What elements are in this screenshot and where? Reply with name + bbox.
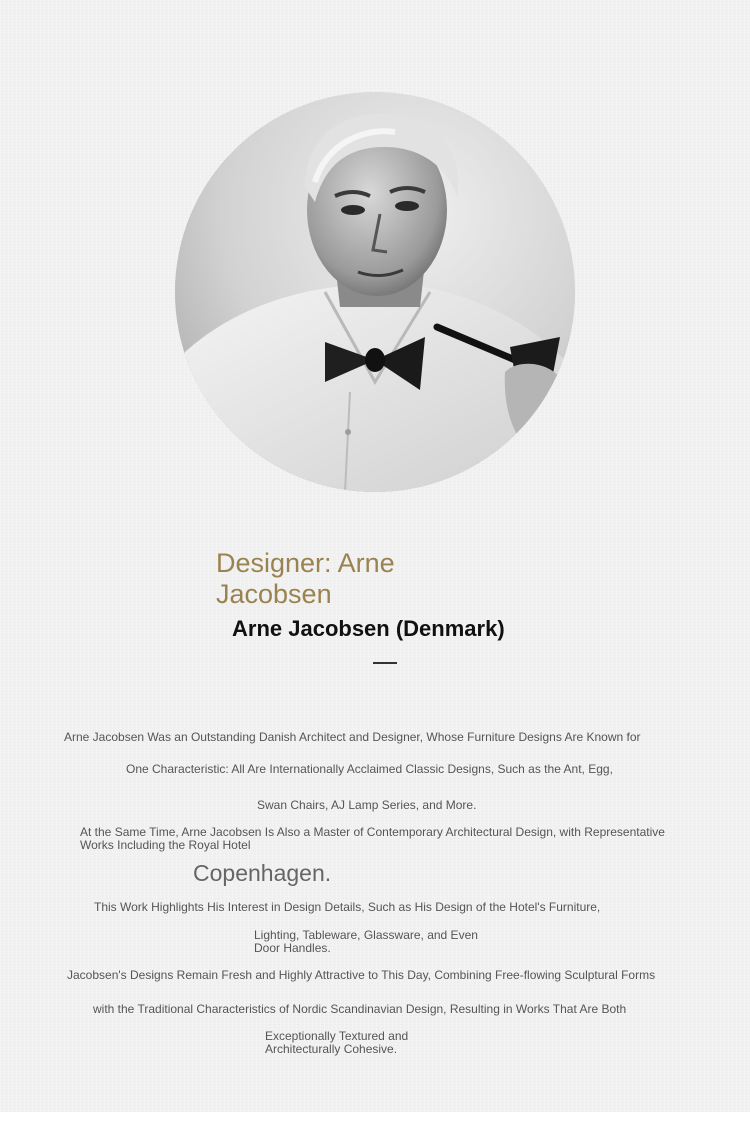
bio-line-9: with the Traditional Characteristics of Nordic Scandinavian Design, Resulting in Works That Are Both [93,1002,627,1016]
bio-line-7: Lighting, Tableware, Glassware, and Even Door Handles. [254,928,478,955]
designer-portrait [175,92,575,492]
bio-line-3: Swan Chairs, AJ Lamp Series, and More. [257,798,477,812]
bottom-strip [0,1112,750,1124]
designer-title: Designer: Arne Jacobsen [216,548,395,609]
bio-line-8: Jacobsen's Designs Remain Fresh and Highly Attractive to This Day, Combining Free-flowing Sculptural Forms [67,968,656,982]
designer-subtitle: Arne Jacobsen (Denmark) [232,616,505,641]
bio-line-4: At the Same Time, Arne Jacobsen Is Also a Master of Contemporary Architectural Design, with Representative Works Including the Royal Hotel [80,825,665,852]
bio-line-2: One Characteristic: All Are Internationally Acclaimed Classic Designs, Such as the Ant, Egg, [126,762,613,776]
portrait-photo-icon [175,92,575,492]
bio-line-1: Arne Jacobsen Was an Outstanding Danish Architect and Designer, Whose Furniture Designs Are Known for [64,730,641,744]
bio-line-10: Exceptionally Textured and Architecturally Cohesive. [265,1029,409,1056]
bio-line-6: This Work Highlights His Interest in Design Details, Such as His Design of the Hotel's Furniture, [94,900,601,914]
divider [373,662,397,664]
bio-highlight-copenhagen: Copenhagen. [193,860,332,886]
